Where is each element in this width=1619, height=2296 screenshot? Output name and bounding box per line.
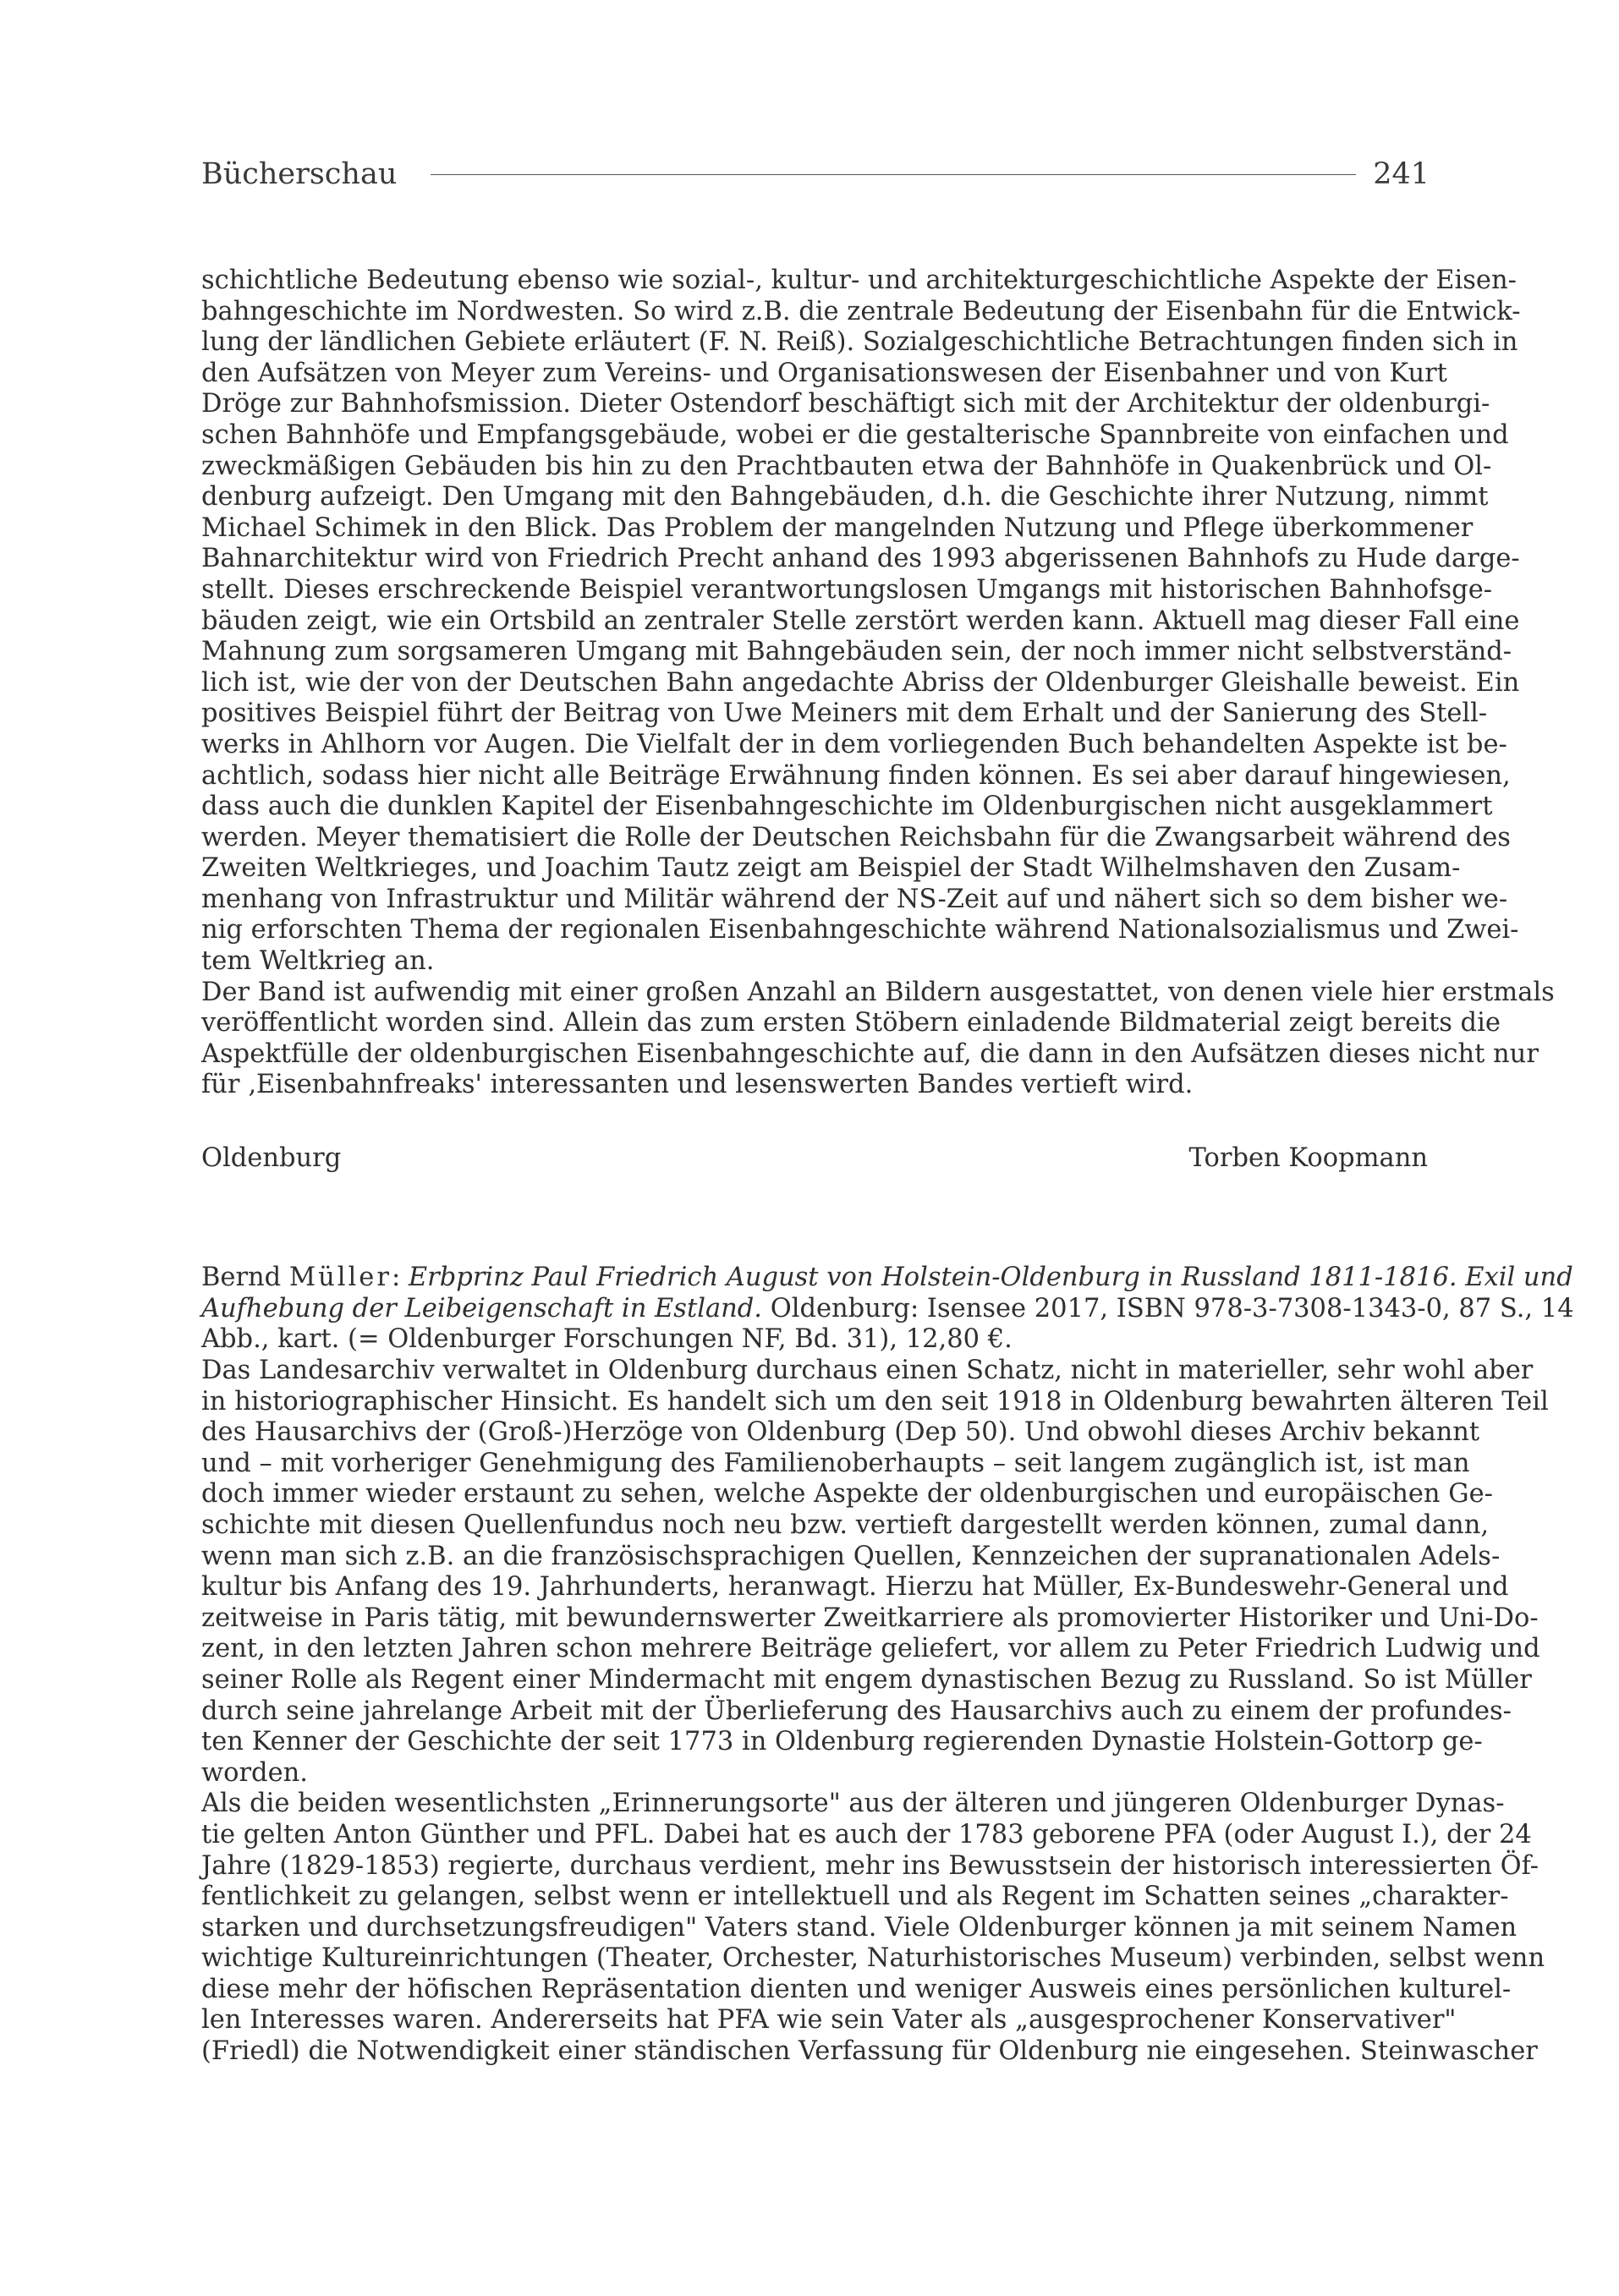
review1-reviewer: Torben Koopmann (1188, 1143, 1428, 1173)
text-line: doch immer wieder erstaunt zu sehen, welche Aspekte der oldenburgischen und europäischen Ge- (201, 1479, 1493, 1510)
text-line: seiner Rolle als Regent einer Mindermacht mit engem dynastischen Bezug zu Russland. So ist Müller (201, 1664, 1532, 1695)
text-line: des Hausarchivs der (Groß-)Herzöge von Oldenburg (Dep 50). Und obwohl dieses Archiv bekannt (201, 1417, 1480, 1448)
text-line: werden. Meyer thematisiert die Rolle der Deutschen Reichsbahn für die Zwangsarbeit während des (201, 822, 1511, 852)
text-line: Bahnarchitektur wird von Friedrich Precht anhand des 1993 abgerissenen Bahnhofs zu Hude darge- (201, 544, 1520, 574)
text-line: wenn man sich z.B. an die französischsprachigen Quellen, Kennzeichen der supranationalen Adels- (201, 1541, 1501, 1571)
review2-bibliography (201, 1263, 1574, 1356)
review1-signature (201, 1143, 1428, 1173)
bib-line-1 (201, 1263, 1573, 1294)
text-line: stellt. Dieses erschreckende Beispiel verantwortungslosen Umgangs mit historischen Bahnhofsge- (201, 574, 1493, 605)
text-line: schichte mit diesen Quellenfundus noch neu bzw. vertieft dargestellt werden können, zumal dann, (201, 1510, 1490, 1540)
bib-author-first: Bernd (201, 1263, 282, 1292)
running-header (201, 151, 1430, 198)
text-line: Der Band ist aufwendig mit einer großen Anzahl an Bildern ausgestattet, von denen viele hier erstmals (201, 977, 1555, 1007)
text-line: bahngeschichte im Nordwesten. So wird z.B. die zentrale Bedeutung der Eisenbahn für die Entwick- (201, 296, 1521, 326)
text-line: Dröge zur Bahnhofsmission. Dieter Ostendorf beschäftigt sich mit der Architektur der oldenburgi- (201, 389, 1490, 419)
bib-author-last: Müller (288, 1263, 392, 1292)
text-line: wichtige Kultureinrichtungen (Theater, Orchester, Naturhistorisches Museum) verbinden, selbst wenn (201, 1943, 1545, 1974)
text-line: Als die beiden wesentlichsten „Erinnerungsorte" aus der älteren und jüngeren Oldenburger Dynas- (201, 1789, 1505, 1819)
review2-body (201, 1356, 1549, 2068)
text-line: denburg aufzeigt. Den Umgang mit den Bahngebäuden, d.h. die Geschichte ihrer Nutzung, nimmt (201, 482, 1489, 512)
header-rule (431, 174, 1356, 175)
text-line: schen Bahnhöfe und Empfangsgebäude, wobei er die gestalterische Spannbreite von einfachen und (201, 419, 1509, 450)
text-line: Mahnung zum sorgsameren Umgang mit Bahngebäuden sein, der noch immer nicht selbstverständ- (201, 637, 1512, 667)
text-line: Jahre (1829-1853) regierte, durchaus verdient, mehr ins Bewusstsein der historisch interessierten Öf- (201, 1850, 1539, 1881)
text-line: fentlichkeit zu gelangen, selbst wenn er intellektuell und als Regent im Schatten seines „charakter- (201, 1882, 1509, 1912)
review1-body (201, 266, 1555, 1101)
text-line: tie gelten Anton Günther und PFL. Dabei hat es auch der 1783 geborene PFA (oder August I.), der 24 (201, 1819, 1532, 1849)
bib-publisher: Oldenburg: Isensee 2017, ISBN 978-3-7308-1343-0, 87 S., 14 (762, 1293, 1574, 1323)
text-line: zweckmäßigen Gebäuden bis hin zu den Prachtbauten etwa der Bahnhöfe in Quakenbrück und Ol- (201, 451, 1492, 481)
text-line: menhang von Infrastruktur und Militär während der NS-Zeit auf und nähert sich so dem bisher we- (201, 884, 1508, 914)
bib-colon: : (391, 1263, 401, 1292)
text-line: ten Kenner der Geschichte der seit 1773 in Oldenburg regierenden Dynastie Holstein-Gottorp ge- (201, 1727, 1483, 1757)
text-line: lung der ländlichen Gebiete erläutert (F. N. Reiß). Sozialgeschichtliche Betrachtungen finden sich in (201, 327, 1518, 358)
bib-line-2 (201, 1293, 1574, 1325)
text-line: durch seine jahrelange Arbeit mit der Überlieferung des Hausarchivs auch zu einem der profundes- (201, 1696, 1512, 1726)
text-line: kultur bis Anfang des 19. Jahrhunderts, heranwagt. Hierzu hat Müller, Ex-Bundeswehr-General und (201, 1572, 1509, 1603)
text-line: zeitweise in Paris tätig, mit bewundernswerter Zweitkarriere als promovierter Historiker und Uni-Do- (201, 1603, 1539, 1633)
text-line: nig erforschten Thema der regionalen Eisenbahngeschichte während Nationalsozialismus und Zwei- (201, 915, 1519, 945)
text-line: veröffentlicht worden sind. Allein das zum ersten Stöbern einladende Bildmaterial zeigt bereits die (201, 1008, 1501, 1038)
text-line: Aspektfülle der oldenburgischen Eisenbahngeschichte auf, die dann in den Aufsätzen dieses nicht nur (201, 1038, 1539, 1069)
text-line: schichtliche Bedeutung ebenso wie sozial-, kultur- und architekturgeschichtliche Aspekte der Eisen- (201, 266, 1517, 295)
text-line: den Aufsätzen von Meyer zum Vereins- und Organisationswesen der Eisenbahner und von Kurt (201, 358, 1447, 388)
text-line: len Interesses waren. Andererseits hat PFA wie sein Vater als „ausgesprochener Konservativer" (201, 2005, 1457, 2036)
text-line: für ‚Eisenbahnfreaks' interessanten und lesenswerten Bandes vertieft wird. (201, 1070, 1194, 1100)
text-line: dass auch die dunklen Kapitel der Eisenbahngeschichte im Oldenburgischen nicht ausgeklammert (201, 792, 1493, 822)
text-line: worden. (201, 1757, 308, 1788)
section-title: Bücherschau (201, 157, 398, 191)
text-line: in historiographischer Hinsicht. Es handelt sich um den seit 1918 in Oldenburg bewahrten älteren Teil (201, 1386, 1549, 1417)
text-line: (Friedl) die Notwendigkeit einer ständischen Verfassung für Oldenburg nie eingesehen. Steinwascher (201, 2036, 1538, 2067)
text-line: diese mehr der höfischen Repräsentation dienten und weniger Ausweis eines persönlichen kulturel- (201, 1974, 1512, 2004)
text-line: bäuden zeigt, wie ein Ortsbild an zentraler Stelle zerstört werden kann. Aktuell mag dieser Fall eine (201, 606, 1520, 636)
text-line: Michael Schimek in den Blick. Das Problem der mangelnden Nutzung und Pflege überkommener (201, 512, 1474, 543)
bib-line-3: Abb., kart. (= Oldenburger Forschungen NF, Bd. 31), 12,80 €. (201, 1324, 1013, 1355)
text-line: positives Beispiel führt der Beitrag von Uwe Meiners mit dem Erhalt und der Sanierung des Stell- (201, 699, 1488, 729)
text-line: Das Landesarchiv verwaltet in Oldenburg durchaus einen Schatz, nicht in materieller, sehr wohl aber (201, 1356, 1534, 1385)
text-line: werks in Ahlhorn vor Augen. Die Vielfalt der in dem vorliegenden Buch behandelten Aspekte ist be- (201, 729, 1507, 759)
text-line: Zweiten Weltkrieges, und Joachim Tautz zeigt am Beispiel der Stadt Wilhelmshaven den Zusam- (201, 853, 1461, 884)
text-line: zent, in den letzten Jahren schon mehrere Beiträge geliefert, vor allem zu Peter Friedrich Ludwig und (201, 1634, 1540, 1664)
page-number: 241 (1373, 157, 1430, 191)
bib-title-2: Aufhebung der Leibeigenschaft in Estland. (201, 1293, 763, 1323)
text-line: tem Weltkrieg an. (201, 946, 435, 977)
text-line: lich ist, wie der von der Deutschen Bahn angedachte Abriss der Oldenburger Gleishalle beweist. Ein (201, 667, 1520, 698)
text-line: achtlich, sodass hier nicht alle Beiträge Erwähnung finden können. Es sei aber darauf hingewiesen, (201, 760, 1511, 791)
bib-title-1: Erbprinz Paul Friedrich August von Holstein-Oldenburg in Russland 1811-1816. Exil und (408, 1263, 1573, 1292)
review1-place: Oldenburg (201, 1143, 342, 1173)
text-line: und – mit vorheriger Genehmigung des Familienoberhaupts – seit langem zugänglich ist, ist man (201, 1448, 1470, 1478)
text-line: starken und durchsetzungsfreudigen" Vaters stand. Viele Oldenburger können ja mit seinem Namen (201, 1912, 1517, 1943)
